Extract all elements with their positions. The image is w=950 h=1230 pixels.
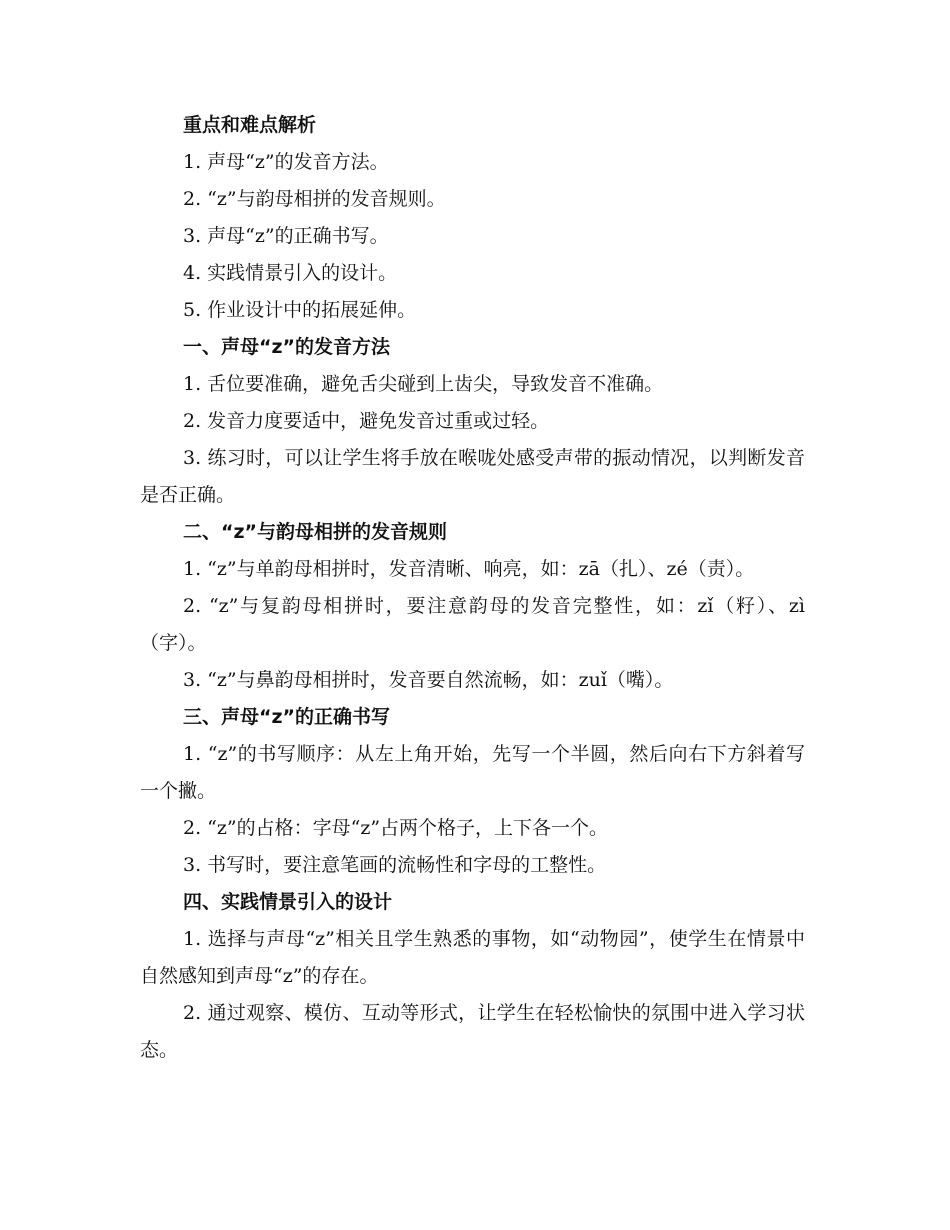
section1-item: 3. 练习时，可以让学生将手放在喉咙处感受声带的振动情况，以判断发音是否正确。	[140, 447, 805, 506]
section3-item: 1. “z”的书写顺序：从左上角开始，先写一个半圆，然后向右下方斜着写一个撇。	[140, 743, 805, 802]
intro-item: 3. 声母“z”的正确书写。	[183, 225, 389, 247]
section2-item: 1. “z”与单韵母相拼时，发音清晰、响亮，如：zā（扎）、zé（责）。	[183, 558, 755, 580]
section2-heading: 二、“z”与韵母相拼的发音规则	[183, 521, 448, 543]
section3-item: 3. 书写时，要注意笔画的流畅性和字母的工整性。	[183, 854, 607, 876]
intro-item: 1. 声母“z”的发音方法。	[183, 151, 389, 173]
section3-heading: 三、声母“z”的正确书写	[183, 706, 391, 728]
section1-item: 1. 舌位要准确，避免舌尖碰到上齿尖，导致发音不准确。	[183, 373, 664, 395]
section1-heading: 一、声母“z”的发音方法	[183, 336, 391, 358]
section2-item: 3. “z”与鼻韵母相拼时，发音要自然流畅，如：zuǐ（嘴）。	[183, 669, 674, 691]
section4-item: 2. 通过观察、模仿、互动等形式，让学生在轻松愉快的氛围中进入学习状态。	[140, 1002, 805, 1061]
intro-item: 5. 作业设计中的拓展延伸。	[183, 299, 417, 321]
section4-heading: 四、实践情景引入的设计	[183, 891, 393, 913]
section4-item: 1. 选择与声母“z”相关且学生熟悉的事物，如“动物园”，使学生在情景中自然感知到声母“z”的存在。	[140, 928, 805, 987]
intro-heading: 重点和难点解析	[183, 114, 317, 136]
intro-item: 4. 实践情景引入的设计。	[183, 262, 398, 284]
section2-item: 2. “z”与复韵母相拼时，要注意韵母的发音完整性，如：zǐ（籽）、zì（字）。	[140, 595, 805, 654]
intro-item: 2. “z”与韵母相拼的发音规则。	[183, 188, 446, 210]
section1-item: 2. 发音力度要适中，避免发音过重或过轻。	[183, 410, 550, 432]
document-page	[140, 107, 805, 1069]
section3-item: 2. “z”的占格：字母“z”占两个格子，上下各一个。	[183, 817, 609, 839]
